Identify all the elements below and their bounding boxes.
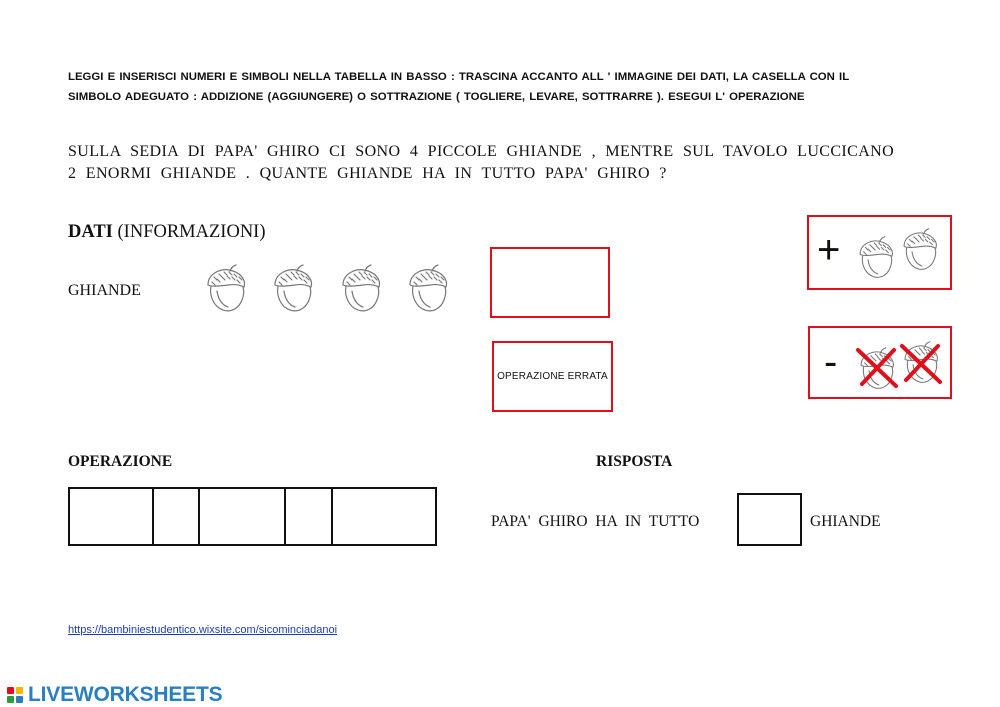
operation-drop-target[interactable]: [490, 247, 610, 318]
acorn-icon: [402, 263, 454, 315]
wrong-operation-card[interactable]: [492, 341, 613, 412]
answer-prefix: PAPA' GHIRO HA IN TUTTO: [491, 513, 700, 530]
acorn-icon: [335, 263, 387, 315]
plus-symbol: +: [817, 228, 841, 272]
acorn-row: [200, 263, 455, 318]
instructions: [68, 67, 948, 107]
operation-table: [68, 487, 437, 546]
acorn-icon: [267, 263, 319, 315]
problem-line-2: 2 ENORMI GHIANDE . QUANTE GHIANDE HA IN TUTTO PAPA' GHIRO ?: [68, 165, 667, 182]
operation-cell-5[interactable]: [331, 487, 437, 546]
acorn-icon: [897, 227, 943, 273]
operation-cell-3[interactable]: [198, 487, 286, 546]
answer-label: RISPOSTA: [596, 453, 673, 470]
operation-label: OPERAZIONE: [68, 453, 173, 470]
problem-text: [68, 141, 948, 185]
data-title-bold: DATI: [68, 222, 113, 242]
minus-symbol: -: [824, 340, 838, 384]
liveworksheets-logo-icon: [6, 685, 26, 705]
operation-cell-2[interactable]: [152, 487, 200, 546]
answer-input[interactable]: [737, 493, 802, 546]
source-link[interactable]: https://bambiniestudentico.wixsite.com/sicominciadanoi: [68, 624, 338, 636]
wrong-operation-label: OPERAZIONE ERRATA: [497, 371, 608, 382]
answer-suffix: GHIANDE: [810, 513, 881, 530]
cross-icon: [898, 340, 944, 386]
instructions-line-1: LEGGI E INSERISCI NUMERI E SIMBOLI NELLA TABELLA IN BASSO : TRASCINA ACCANTO ALL ' IMMAGINE DEI DATI, LA CASELLA CON IL: [68, 71, 850, 83]
cross-icon: [854, 344, 900, 390]
data-title: [68, 222, 266, 243]
subtraction-card[interactable]: [808, 326, 952, 399]
acorns-label: GHIANDE: [68, 282, 141, 299]
operation-cell-1[interactable]: [68, 487, 154, 546]
acorn-icon: [200, 263, 252, 315]
brand-name: LIVEWORKSHEETS: [28, 683, 223, 706]
liveworksheets-logo[interactable]: [6, 683, 222, 707]
data-title-rest: (INFORMAZIONI): [112, 222, 266, 242]
addition-card[interactable]: [807, 215, 952, 290]
acorn-icon: [853, 235, 899, 281]
problem-line-1: SULLA SEDIA DI PAPA' GHIRO CI SONO 4 PICCOLE GHIANDE , MENTRE SUL TAVOLO LUCCICANO: [68, 143, 895, 160]
instructions-line-2: SIMBOLO ADEGUATO : ADDIZIONE (AGGIUNGERE) O SOTTRAZIONE ( TOGLIERE, LEVARE, SOTTRARRE ). ESEGUI L' OPERAZIONE: [68, 91, 805, 103]
operation-cell-4[interactable]: [284, 487, 333, 546]
